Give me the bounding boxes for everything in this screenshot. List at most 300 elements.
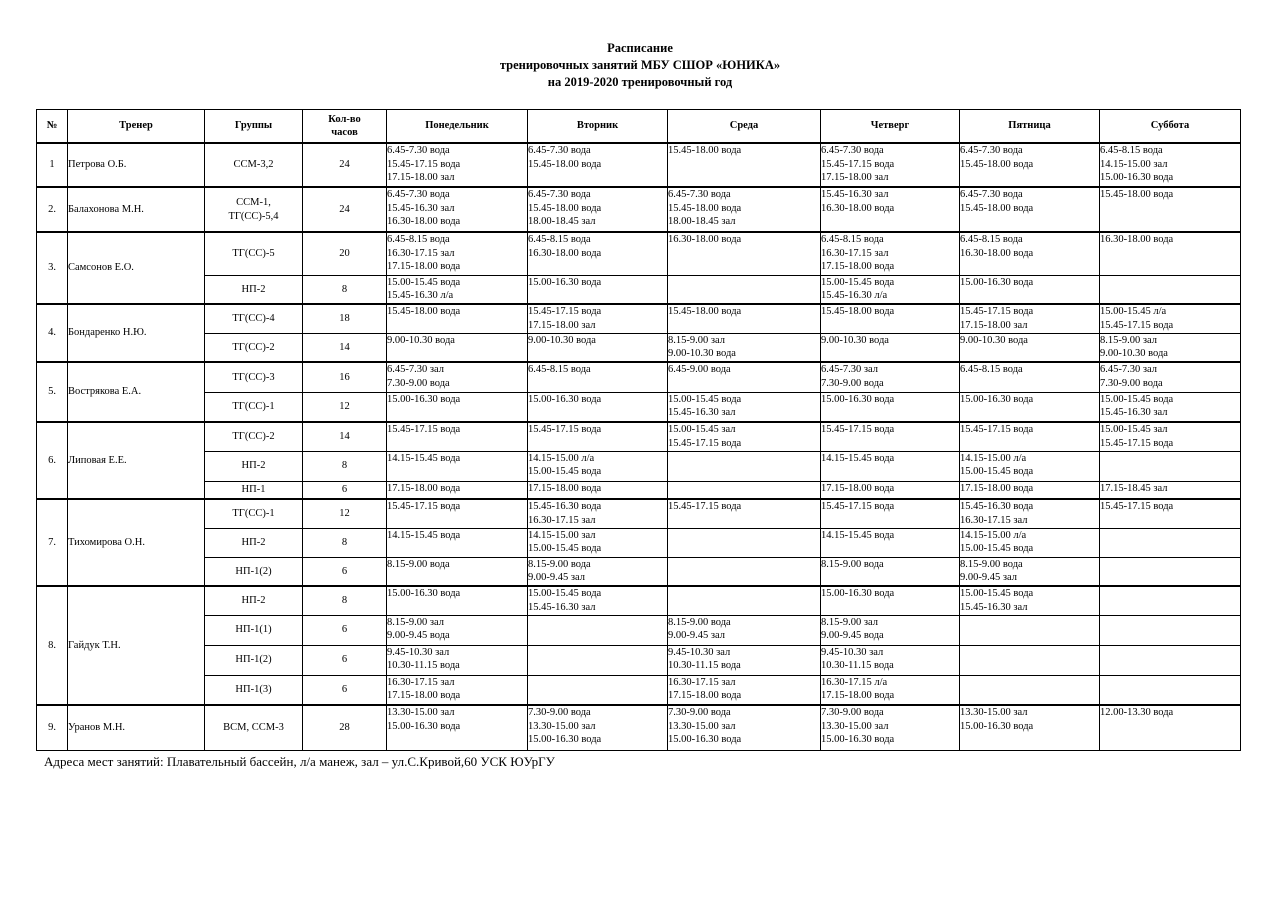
session-time: 8.15-9.00 зал [387, 616, 445, 628]
hours-cell: 24 [303, 143, 387, 187]
schedule-cell-tuesday [528, 499, 668, 528]
schedule-cell-saturday [1100, 362, 1241, 392]
schedule-cell-friday [960, 705, 1100, 750]
row-number: 3. [37, 232, 68, 304]
row-number: 1 [37, 143, 68, 187]
schedule-cell-tuesday [528, 187, 668, 232]
session-time: 15.00-16.30 вода [821, 588, 895, 599]
session-time: 17.15-18.00 вода [668, 690, 742, 701]
group-cell [205, 422, 303, 451]
coach-name: Балахонова М.Н. [68, 187, 205, 232]
session-time: 14.15-15.45 вода [821, 452, 895, 464]
session-time: 15.45-17.15 вода [1100, 437, 1174, 449]
session-time: 6.45-7.30 вода [668, 189, 731, 200]
session-time: 17.15-18.00 вода [387, 690, 461, 701]
session-time: 17.15-18.00 зал [821, 172, 889, 183]
table-row [37, 557, 1241, 586]
session-time: 6.45-8.15 вода [960, 364, 1023, 375]
schedule-cell-friday [960, 422, 1100, 451]
coach-name: Вострякова Е.А. [68, 362, 205, 422]
schedule-cell-monday [387, 304, 528, 333]
session-time: 15.45-17.15 вода [1100, 319, 1174, 331]
session-time: 16.30-17.15 л/а [821, 676, 888, 688]
session-time: 10.30-11.15 вода [821, 660, 894, 671]
schedule-cell-friday [960, 392, 1100, 422]
session-time: 6.45-7.30 вода [960, 145, 1023, 156]
schedule-cell-friday [960, 333, 1100, 362]
group-cell [205, 499, 303, 528]
table-row [37, 304, 1241, 333]
schedule-cell-friday [960, 481, 1100, 499]
session-time: 15.00-15.45 вода [668, 393, 742, 405]
session-time: 15.45-16.30 л/а [387, 290, 454, 301]
schedule-cell-friday [960, 232, 1100, 275]
session-time: 6.45-7.30 вода [960, 189, 1023, 200]
schedule-cell-wednesday [668, 362, 821, 392]
session-time: 8.15-9.00 зал [821, 616, 879, 628]
schedule-cell-thursday [821, 304, 960, 333]
session-time: 6.45-7.30 вода [387, 189, 450, 200]
schedule-cell-saturday [1100, 528, 1241, 557]
table-row [37, 333, 1241, 362]
schedule-cell-monday [387, 586, 528, 615]
schedule-cell-wednesday [668, 528, 821, 557]
session-time: 13.30-15.00 зал [668, 720, 736, 732]
session-time: 15.45-17.15 вода [668, 437, 742, 449]
session-time: 15.00-15.45 зал [668, 424, 736, 435]
schedule-cell-tuesday [528, 586, 668, 615]
session-time: 15.45-18.00 вода [821, 306, 895, 317]
schedule-cell-saturday [1100, 675, 1241, 705]
schedule-cell-friday [960, 451, 1100, 481]
schedule-cell-saturday [1100, 705, 1241, 750]
schedule-cell-friday [960, 143, 1100, 187]
schedule-cell-monday [387, 275, 528, 304]
schedule-cell-monday [387, 645, 528, 675]
schedule-cell-monday [387, 187, 528, 232]
session-time: 16.30-18.00 вода [1100, 234, 1174, 245]
schedule-cell-thursday [821, 557, 960, 586]
session-time: 15.45-16.30 зал [668, 407, 736, 418]
table-row [37, 232, 1241, 275]
group-label: НП-1(2) [235, 654, 272, 666]
session-time: 9.00-9.45 зал [528, 572, 586, 583]
hours-cell: 6 [303, 481, 387, 499]
session-time: 15.00-16.30 вода [387, 393, 461, 405]
session-time: 15.00-16.30 вода [387, 720, 461, 732]
schedule-cell-tuesday [528, 333, 668, 362]
session-time: 8.15-9.00 вода [821, 558, 884, 570]
schedule-cell-saturday [1100, 557, 1241, 586]
session-time: 14.15-15.45 вода [821, 529, 895, 541]
schedule-cell-saturday [1100, 392, 1241, 422]
session-time: 15.00-16.30 вода [528, 393, 602, 405]
schedule-cell-wednesday [668, 143, 821, 187]
schedule-cell-friday [960, 362, 1100, 392]
session-time: 15.00-16.30 вода [1100, 172, 1174, 183]
session-time: 7.30-9.00 вода [821, 377, 884, 389]
table-row [37, 422, 1241, 451]
table-row [37, 586, 1241, 615]
session-time: 15.45-16.30 зал [960, 601, 1028, 613]
table-row [37, 187, 1241, 232]
session-time: 15.45-17.15 вода [821, 501, 895, 512]
header-thursday: Четверг [821, 110, 960, 144]
session-time: 9.00-10.30 вода [668, 348, 736, 359]
session-time: 16.30-18.00 вода [960, 247, 1034, 259]
group-cell [205, 645, 303, 675]
schedule-cell-tuesday [528, 304, 668, 333]
session-time: 6.45-8.15 вода [1100, 145, 1163, 156]
schedule-cell-wednesday [668, 333, 821, 362]
title-line-2: тренировочных занятий МБУ СШОР «ЮНИКА» [499, 58, 781, 72]
session-time: 17.15-18.00 вода [528, 482, 602, 494]
schedule-cell-tuesday [528, 143, 668, 187]
session-time: 6.45-8.15 вода [960, 234, 1023, 245]
hours-cell: 8 [303, 275, 387, 304]
header-tuesday: Вторник [528, 110, 668, 144]
schedule-cell-thursday [821, 675, 960, 705]
session-time: 9.00-10.30 вода [1100, 348, 1168, 359]
session-time: 18.00-18.45 зал [528, 216, 596, 227]
session-time: 15.00-16.30 вода [960, 720, 1034, 732]
session-time: 17.15-18.00 зал [960, 319, 1028, 331]
schedule-cell-friday [960, 275, 1100, 304]
schedule-cell-saturday [1100, 451, 1241, 481]
schedule-cell-wednesday [668, 705, 821, 750]
schedule-cell-tuesday [528, 705, 668, 750]
hours-cell: 20 [303, 232, 387, 275]
session-time: 17.15-18.00 вода [387, 482, 461, 494]
schedule-cell-saturday [1100, 615, 1241, 645]
schedule-cell-tuesday [528, 275, 668, 304]
group-cell [205, 392, 303, 422]
session-time: 15.00-16.30 вода [960, 276, 1034, 288]
session-time: 13.30-15.00 зал [528, 720, 596, 732]
table-row [37, 481, 1241, 499]
session-time: 14.15-15.00 зал [528, 529, 596, 541]
group-label: НП-2 [241, 283, 266, 295]
group-label: НП-1(2) [235, 565, 272, 577]
session-time: 14.15-15.00 л/а [960, 529, 1027, 541]
session-time: 15.00-15.45 вода [528, 466, 602, 477]
schedule-cell-friday [960, 615, 1100, 645]
hours-cell: 28 [303, 705, 387, 750]
session-time: 6.45-7.30 вода [528, 145, 591, 156]
session-time: 15.45-17.15 вода [668, 501, 742, 512]
coach-name: Гайдук Т.Н. [68, 586, 205, 705]
group-cell [205, 451, 303, 481]
session-time: 18.00-18.45 зал [668, 216, 736, 227]
session-time: 15.45-18.00 вода [668, 306, 742, 317]
session-time: 15.45-17.15 вода [960, 424, 1034, 435]
table-row [37, 675, 1241, 705]
session-time: 15.00-15.45 вода [960, 588, 1034, 599]
session-time: 17.15-18.00 зал [528, 319, 596, 331]
session-time: 15.00-15.45 вода [528, 588, 602, 599]
schedule-cell-thursday [821, 528, 960, 557]
session-time: 15.00-15.45 вода [387, 276, 461, 288]
table-row [37, 392, 1241, 422]
row-number: 6. [37, 422, 68, 499]
session-time: 8.15-9.00 вода [668, 616, 731, 628]
row-number: 7. [37, 499, 68, 586]
group-cell [205, 481, 303, 499]
session-time: 9.00-10.30 вода [821, 334, 889, 346]
session-time: 15.45-16.30 вода [528, 501, 602, 512]
session-time: 6.45-7.30 зал [387, 364, 445, 375]
schedule-cell-monday [387, 528, 528, 557]
session-time: 16.30-17.15 зал [821, 247, 889, 259]
hours-cell: 6 [303, 557, 387, 586]
session-time: 8.15-9.00 вода [960, 558, 1023, 570]
table-row [37, 275, 1241, 304]
session-time: 17.15-18.00 зал [387, 172, 455, 183]
session-time: 16.30-17.15 зал [960, 514, 1028, 526]
schedule-cell-friday [960, 557, 1100, 586]
schedule-cell-monday [387, 392, 528, 422]
title-line-3: на 2019-2020 тренировочный год [547, 75, 733, 89]
session-time: 13.30-15.00 зал [387, 707, 455, 718]
schedule-cell-tuesday [528, 392, 668, 422]
session-time: 15.00-15.45 вода [1100, 393, 1174, 405]
group-cell [205, 232, 303, 275]
table-row [37, 705, 1241, 750]
session-time: 15.45-18.00 вода [1100, 189, 1174, 200]
session-time: 7.30-9.00 вода [668, 707, 731, 718]
hours-cell: 8 [303, 586, 387, 615]
hours-cell: 16 [303, 362, 387, 392]
session-time: 15.45-17.15 вода [387, 501, 461, 512]
hours-cell: 18 [303, 304, 387, 333]
group-cell [205, 143, 303, 187]
session-time: 15.45-16.30 зал [387, 202, 455, 214]
session-time: 7.30-9.00 вода [528, 707, 591, 718]
session-time: 15.45-17.15 вода [960, 306, 1034, 317]
coach-name: Самсонов Е.О. [68, 232, 205, 304]
schedule-cell-thursday [821, 481, 960, 499]
header-saturday: Суббота [1100, 110, 1241, 144]
session-time: 16.30-18.00 вода [387, 216, 461, 227]
row-number: 8. [37, 586, 68, 705]
schedule-cell-monday [387, 422, 528, 451]
group-label: ТГ(СС)-2 [232, 341, 275, 353]
session-time: 6.45-8.15 вода [528, 364, 591, 375]
session-time: 7.30-9.00 вода [1100, 377, 1163, 389]
schedule-cell-thursday [821, 232, 960, 275]
hours-cell: 12 [303, 392, 387, 422]
group-cell [205, 304, 303, 333]
schedule-cell-monday [387, 557, 528, 586]
schedule-cell-thursday [821, 586, 960, 615]
header-groups: Группы [205, 110, 303, 144]
session-time: 15.00-15.45 вода [821, 276, 895, 288]
schedule-cell-tuesday [528, 557, 668, 586]
schedule-cell-thursday [821, 362, 960, 392]
header-number: № [37, 110, 68, 144]
session-time: 13.30-15.00 зал [821, 720, 889, 732]
session-time: 12.00-13.30 вода [1100, 707, 1174, 718]
schedule-table [36, 109, 1241, 751]
session-time: 15.00-16.30 вода [821, 393, 895, 405]
schedule-cell-tuesday [528, 481, 668, 499]
session-time: 14.15-15.00 л/а [960, 452, 1027, 464]
session-time: 15.45-16.30 зал [1100, 407, 1168, 418]
schedule-cell-tuesday [528, 675, 668, 705]
session-time: 15.00-16.30 вода [821, 734, 895, 745]
schedule-cell-thursday [821, 499, 960, 528]
session-time: 15.00-15.45 вода [528, 543, 602, 554]
group-label: ТГ(СС)-3 [232, 371, 275, 383]
schedule-cell-tuesday [528, 528, 668, 557]
table-row [37, 499, 1241, 528]
session-time: 6.45-7.30 зал [1100, 364, 1158, 375]
table-row [37, 615, 1241, 645]
session-time: 17.15-18.45 зал [1100, 482, 1168, 494]
session-time: 16.30-17.15 зал [668, 676, 736, 688]
schedule-cell-tuesday [528, 645, 668, 675]
hours-cell: 12 [303, 499, 387, 528]
hours-cell: 6 [303, 645, 387, 675]
group-cell [205, 187, 303, 232]
header-hours-label: Кол-во часов [328, 113, 361, 138]
document-title [0, 40, 1280, 91]
schedule-cell-saturday [1100, 499, 1241, 528]
schedule-cell-monday [387, 615, 528, 645]
session-time: 15.45-16.30 л/а [821, 290, 888, 301]
session-time: 9.00-9.45 зал [668, 630, 726, 641]
group-label: НП-1 [241, 484, 266, 495]
schedule-cell-tuesday [528, 451, 668, 481]
hours-cell: 14 [303, 333, 387, 362]
coach-name: Липовая Е.Е. [68, 422, 205, 499]
schedule-cell-wednesday [668, 422, 821, 451]
hours-cell: 14 [303, 422, 387, 451]
session-time: 15.45-18.00 вода [668, 145, 742, 156]
schedule-cell-friday [960, 645, 1100, 675]
session-time: 15.45-17.15 вода [387, 424, 461, 435]
title-line-1: Расписание [607, 41, 673, 55]
group-label: НП-2 [241, 536, 266, 548]
session-time: 15.00-16.30 вода [387, 588, 461, 599]
schedule-cell-thursday [821, 451, 960, 481]
schedule-cell-wednesday [668, 392, 821, 422]
schedule-cell-monday [387, 451, 528, 481]
schedule-cell-monday [387, 481, 528, 499]
schedule-cell-thursday [821, 705, 960, 750]
group-cell [205, 362, 303, 392]
row-number: 2. [37, 187, 68, 232]
session-time: 9.00-10.30 вода [387, 334, 455, 346]
schedule-cell-thursday [821, 645, 960, 675]
schedule-cell-thursday [821, 187, 960, 232]
schedule-cell-wednesday [668, 275, 821, 304]
session-time: 6.45-7.30 зал [821, 364, 879, 375]
session-time: 8.15-9.00 вода [528, 558, 591, 570]
session-time: 14.15-15.45 вода [387, 452, 461, 464]
session-time: 15.45-17.15 вода [1100, 501, 1174, 512]
group-cell [205, 675, 303, 705]
coach-name: Уранов М.Н. [68, 705, 205, 750]
schedule-cell-wednesday [668, 645, 821, 675]
session-time: 14.15-15.45 вода [387, 529, 461, 541]
session-time: 15.00-16.30 вода [528, 734, 602, 745]
session-time: 15.45-17.15 вода [528, 306, 602, 317]
session-time: 6.45-7.30 вода [387, 145, 450, 156]
schedule-cell-monday [387, 333, 528, 362]
schedule-cell-monday [387, 143, 528, 187]
schedule-cell-friday [960, 675, 1100, 705]
session-time: 16.30-17.15 зал [528, 514, 596, 526]
group-label: ССМ-3,2 [233, 159, 274, 171]
session-time: 9.00-9.45 зал [960, 572, 1018, 583]
coach-name: Петрова О.Б. [68, 143, 205, 187]
header-monday: Понедельник [387, 110, 528, 144]
group-label: ТГ(СС)-4 [232, 313, 275, 324]
session-time: 8.15-9.00 вода [387, 558, 450, 570]
schedule-cell-thursday [821, 392, 960, 422]
session-time: 15.00-15.45 л/а [1100, 306, 1167, 317]
group-label: ВСМ, ССМ-3 [223, 722, 284, 733]
schedule-cell-thursday [821, 275, 960, 304]
session-time: 15.45-17.15 вода [821, 158, 895, 170]
schedule-cell-wednesday [668, 187, 821, 232]
table-row [37, 143, 1241, 187]
session-time: 6.45-8.15 вода [387, 234, 450, 245]
session-time: 8.15-9.00 зал [668, 334, 726, 346]
session-time: 9.00-9.45 вода [821, 630, 884, 641]
schedule-cell-wednesday [668, 675, 821, 705]
schedule-cell-saturday [1100, 143, 1241, 187]
session-time: 15.45-16.30 зал [528, 601, 596, 613]
session-time: 15.00-15.45 вода [960, 543, 1034, 554]
schedule-cell-wednesday [668, 304, 821, 333]
schedule-cell-wednesday [668, 557, 821, 586]
header-friday: Пятница [960, 110, 1100, 144]
row-number: 5. [37, 362, 68, 422]
session-time: 15.45-18.00 вода [387, 306, 461, 317]
schedule-cell-saturday [1100, 422, 1241, 451]
session-time: 15.45-18.00 вода [528, 158, 602, 170]
session-time: 8.15-9.00 зал [1100, 334, 1158, 346]
schedule-cell-saturday [1100, 187, 1241, 232]
group-cell [205, 705, 303, 750]
session-time: 15.45-18.00 вода [668, 202, 742, 214]
session-time: 16.30-18.00 вода [821, 202, 895, 214]
session-time: 15.45-17.15 вода [821, 424, 895, 435]
hours-cell: 6 [303, 675, 387, 705]
table-row [37, 645, 1241, 675]
session-time: 6.45-9.00 вода [668, 364, 731, 375]
session-time: 17.15-18.00 вода [821, 482, 895, 494]
schedule-cell-saturday [1100, 586, 1241, 615]
schedule-cell-wednesday [668, 232, 821, 275]
schedule-cell-saturday [1100, 232, 1241, 275]
session-time: 7.30-9.00 вода [821, 707, 884, 718]
schedule-cell-wednesday [668, 586, 821, 615]
row-number: 9. [37, 705, 68, 750]
row-number: 4. [37, 304, 68, 362]
group-cell [205, 528, 303, 557]
session-time: 9.00-10.30 вода [960, 334, 1028, 346]
schedule-cell-wednesday [668, 451, 821, 481]
session-time: 15.45-18.00 вода [960, 158, 1034, 170]
header-coach: Тренер [68, 110, 205, 144]
schedule-cell-saturday [1100, 275, 1241, 304]
schedule-cell-monday [387, 705, 528, 750]
session-time: 13.30-15.00 зал [960, 707, 1028, 718]
session-time: 10.30-11.15 вода [668, 660, 741, 671]
